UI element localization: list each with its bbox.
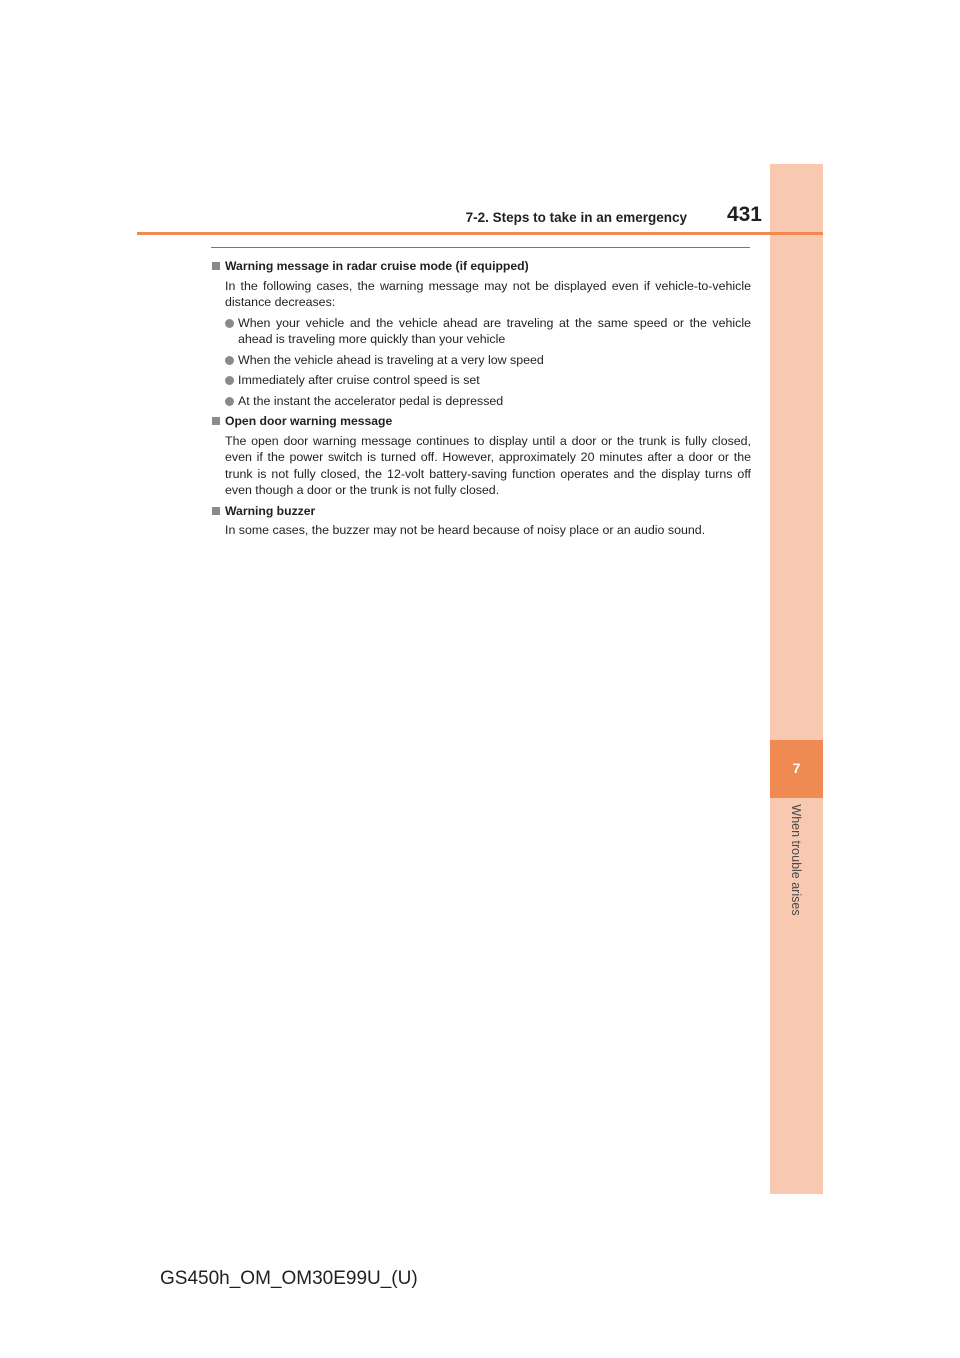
section-title-text: Warning buzzer — [225, 503, 316, 518]
content-body — [211, 258, 751, 539]
list-item — [211, 315, 751, 348]
section-heading: 7-2. Steps to take in an emergency — [465, 210, 687, 225]
section-title-text: Open door warning message — [225, 414, 393, 428]
section-paragraph: In the following cases, the warning message may not be displayed even if vehicle-to-vehicle distance decreases: — [225, 278, 751, 309]
round-bullet-icon — [225, 376, 234, 385]
list-item-text: At the instant the accelerator pedal is depressed — [238, 393, 504, 408]
section-title — [211, 258, 751, 275]
page-number: 431 — [726, 203, 762, 226]
square-bullet-icon — [212, 417, 220, 425]
square-bullet-icon — [212, 262, 220, 270]
section-title — [211, 413, 751, 430]
list-item — [211, 352, 751, 369]
header-divider — [137, 232, 823, 235]
list-item-text: When the vehicle ahead is traveling at a very low speed — [238, 352, 544, 367]
section-paragraph: The open door warning message continues to display until a door or the trunk is fully closed, even if the power switch is turned off. However, approximately 20 minutes after a door or the trunk is not fully closed, the 12-volt battery-saving function operates and the display turns off even though a door or the trunk is not fully closed. — [225, 433, 751, 497]
list-item-text: When your vehicle and the vehicle ahead are traveling at the same speed or the vehicle ahead is traveling more quickly than your vehicle — [238, 315, 751, 346]
list-item — [211, 372, 751, 389]
list-item — [211, 393, 751, 410]
list-item-text: Immediately after cruise control speed is set — [238, 373, 480, 387]
chapter-side-strip — [770, 164, 823, 1194]
document-code: GS450h_OM_OM30E99U_(U) — [160, 1268, 418, 1289]
chapter-number: 7 — [792, 760, 801, 776]
round-bullet-icon — [225, 397, 234, 406]
chapter-title: When trouble arises — [789, 804, 803, 916]
content-divider — [211, 247, 750, 248]
round-bullet-icon — [225, 319, 234, 328]
round-bullet-icon — [225, 356, 234, 365]
section-title — [211, 503, 751, 520]
square-bullet-icon — [212, 507, 220, 515]
section-paragraph: In some cases, the buzzer may not be heard because of noisy place or an audio sound. — [225, 523, 706, 537]
section-title-text: Warning message in radar cruise mode (if equipped) — [225, 259, 529, 273]
chapter-tab[interactable] — [770, 740, 823, 798]
